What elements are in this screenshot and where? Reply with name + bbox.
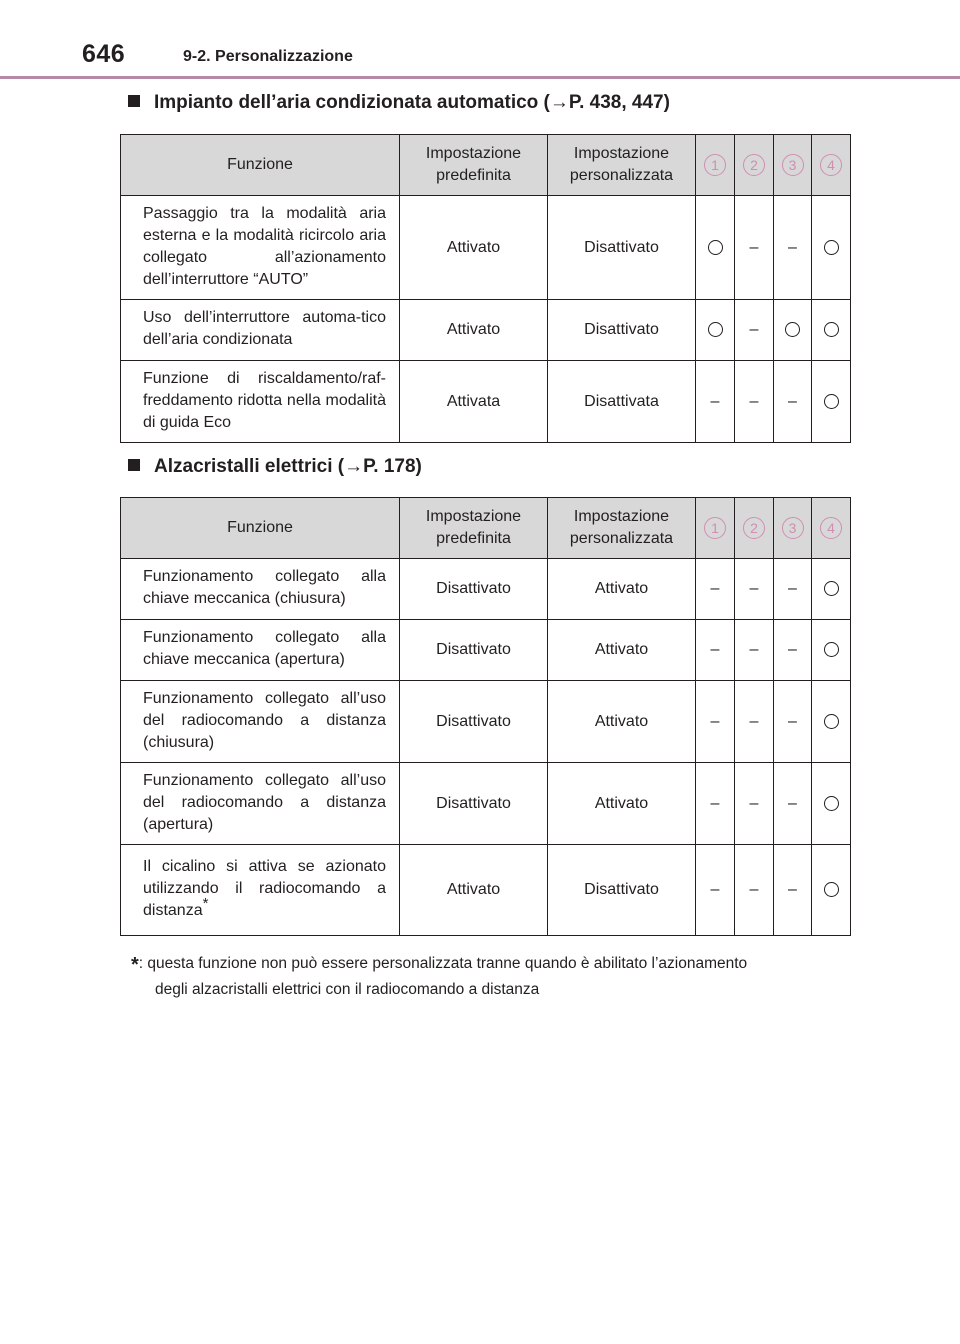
header-number-1: [696, 135, 735, 196]
cell-mode-3: [774, 845, 812, 936]
circle-mark-icon: [824, 642, 839, 657]
cell-mode-2: [735, 361, 774, 443]
dash-mark: –: [788, 392, 797, 410]
cell-mode-4: [812, 620, 851, 681]
dash-mark: –: [788, 712, 797, 730]
cell-function: [121, 620, 400, 681]
cell-default: Disattivato: [400, 763, 548, 845]
cell-custom: Attivato: [548, 559, 696, 620]
dash-mark: –: [788, 580, 797, 597]
cell-mode-3: [774, 196, 812, 300]
table-header-row: [121, 498, 851, 559]
cell-mode-1: [696, 361, 735, 443]
cell-mode-3: [774, 681, 812, 763]
asterisk-mark: *: [202, 895, 209, 912]
header-number-2: [735, 498, 774, 559]
circled-number-icon: 2: [743, 517, 765, 539]
cell-mode-3: [774, 559, 812, 620]
cell-mode-2: [735, 845, 774, 936]
cell-custom: Disattivata: [548, 361, 696, 443]
circle-mark-icon: [785, 322, 800, 337]
dash-mark: –: [749, 641, 759, 658]
cell-mode-1: [696, 559, 735, 620]
cell-function: [121, 361, 400, 443]
function-text: Funzionamento collegato alla chiave meccanica (chiusura): [143, 568, 386, 607]
circle-mark-icon: [824, 581, 839, 596]
cell-mode-3: [774, 620, 812, 681]
cell-default: Attivata: [400, 361, 548, 443]
header-number-4: [812, 498, 851, 559]
cell-default: Attivato: [400, 300, 548, 361]
heading-text: Impianto dell’aria condizionata automatico (→P. 438, 447): [154, 92, 670, 113]
cell-function: [121, 559, 400, 620]
table-row: [121, 361, 851, 443]
cell-mode-4: [812, 681, 851, 763]
cell-default: Disattivato: [400, 559, 548, 620]
dash-mark: –: [749, 881, 759, 898]
dash-mark: –: [788, 794, 797, 812]
dash-mark: –: [788, 881, 797, 898]
square-bullet-icon: [128, 459, 140, 471]
cell-mode-2: [735, 620, 774, 681]
circle-mark-icon: [824, 714, 839, 729]
circled-number-icon: 3: [782, 517, 804, 539]
header-number-4: [812, 135, 851, 196]
cell-mode-2: [735, 196, 774, 300]
dash-mark: –: [749, 580, 759, 597]
circle-mark-icon: [824, 240, 839, 255]
cell-custom: Disattivato: [548, 300, 696, 361]
heading-air-conditioning: [128, 92, 670, 114]
cell-mode-1: [696, 681, 735, 763]
table-row: [121, 763, 851, 845]
function-text: Il cicalino si attiva se azionato utilizzando il radiocomando a distanza: [143, 858, 386, 919]
cell-mode-1: [696, 300, 735, 361]
cell-default: Disattivato: [400, 681, 548, 763]
header-divider: [0, 76, 960, 79]
header-default-setting: Impostazione predefinita: [400, 135, 548, 196]
header-custom-setting: Impostazione personalizzata: [548, 498, 696, 559]
table-air-conditioning: [120, 134, 851, 443]
cell-mode-2: [735, 559, 774, 620]
header-number-2: [735, 135, 774, 196]
header-number-3: [774, 498, 812, 559]
function-text: Funzione di riscaldamento/raf-freddamento ridotta nella modalità di guida Eco: [143, 369, 386, 431]
header-number-3: [774, 135, 812, 196]
dash-mark: –: [710, 392, 720, 410]
cell-mode-4: [812, 559, 851, 620]
function-text: Uso dell’interruttore automa-tico dell’aria condizionata: [143, 309, 386, 348]
header-function: Funzione: [121, 135, 400, 196]
table-row: [121, 300, 851, 361]
cell-mode-3: [774, 763, 812, 845]
cell-mode-4: [812, 361, 851, 443]
table-row: [121, 845, 851, 936]
footnote: [131, 949, 851, 1003]
heading-text: Alzacristalli elettrici (→P. 178): [154, 456, 422, 477]
table-row: [121, 681, 851, 763]
dash-mark: –: [710, 794, 720, 812]
circle-mark-icon: [824, 322, 839, 337]
cell-mode-1: [696, 620, 735, 681]
cell-mode-2: [735, 763, 774, 845]
cell-mode-2: [735, 300, 774, 361]
cell-default: Attivato: [400, 845, 548, 936]
cell-mode-1: [696, 763, 735, 845]
header-default-setting: Impostazione predefinita: [400, 498, 548, 559]
cell-mode-4: [812, 300, 851, 361]
circle-mark-icon: [824, 394, 839, 409]
cell-custom: Attivato: [548, 620, 696, 681]
cell-custom: Attivato: [548, 681, 696, 763]
square-bullet-icon: [128, 95, 140, 107]
circled-number-icon: 4: [820, 154, 842, 176]
table-header-row: [121, 135, 851, 196]
circled-number-icon: 2: [743, 154, 765, 176]
function-text: Funzionamento collegato all’uso del radiocomando a distanza (apertura): [143, 771, 386, 833]
dash-mark: –: [749, 238, 759, 256]
dash-mark: –: [749, 712, 759, 730]
cell-function: [121, 681, 400, 763]
header-number-1: [696, 498, 735, 559]
table-row: [121, 559, 851, 620]
table-power-windows: [120, 497, 851, 936]
heading-power-windows: [128, 456, 422, 478]
circle-mark-icon: [824, 796, 839, 811]
cell-custom: Disattivato: [548, 845, 696, 936]
page-header: [0, 0, 960, 78]
footnote-line-1: : questa funzione non può essere personalizzata tranne quando è abilitato l’azionamento: [138, 955, 748, 972]
cell-mode-1: [696, 845, 735, 936]
cell-mode-4: [812, 196, 851, 300]
function-text: Funzionamento collegato alla chiave meccanica (apertura): [143, 629, 386, 668]
header-custom-setting: Impostazione personalizzata: [548, 135, 696, 196]
function-text: Funzionamento collegato all’uso del radiocomando a distanza (chiusura): [143, 689, 386, 751]
dash-mark: –: [710, 712, 720, 730]
cell-function: [121, 196, 400, 300]
cell-custom: Disattivato: [548, 196, 696, 300]
footnote-line-2: degli alzacristalli elettrici con il radiocomando a distanza: [155, 981, 540, 998]
cell-function: [121, 845, 400, 936]
asterisk-mark: *: [131, 954, 139, 976]
circled-number-icon: 1: [704, 154, 726, 176]
circled-number-icon: 3: [782, 154, 804, 176]
cell-mode-4: [812, 845, 851, 936]
dash-mark: –: [710, 881, 720, 898]
header-function: Funzione: [121, 498, 400, 559]
dash-mark: –: [710, 641, 720, 658]
table-row: [121, 620, 851, 681]
cell-mode-4: [812, 763, 851, 845]
cell-function: [121, 300, 400, 361]
dash-mark: –: [749, 321, 759, 338]
cell-mode-3: [774, 300, 812, 361]
dash-mark: –: [710, 580, 720, 597]
dash-mark: –: [749, 794, 759, 812]
circle-mark-icon: [824, 882, 839, 897]
dash-mark: –: [788, 238, 797, 256]
section-title: 9-2. Personalizzazione: [183, 48, 353, 65]
table-row: [121, 196, 851, 300]
circled-number-icon: 4: [820, 517, 842, 539]
cell-default: Disattivato: [400, 620, 548, 681]
circle-mark-icon: [708, 322, 723, 337]
circled-number-icon: 1: [704, 517, 726, 539]
cell-function: [121, 763, 400, 845]
dash-mark: –: [788, 641, 797, 658]
cell-mode-2: [735, 681, 774, 763]
cell-mode-3: [774, 361, 812, 443]
cell-mode-1: [696, 196, 735, 300]
circle-mark-icon: [708, 240, 723, 255]
cell-custom: Attivato: [548, 763, 696, 845]
cell-default: Attivato: [400, 196, 548, 300]
function-text: Passaggio tra la modalità aria esterna e la modalità ricircolo aria collegato all’azionamento dell’interruttore “AUTO”: [143, 204, 386, 288]
page-number: 646: [82, 40, 126, 68]
dash-mark: –: [749, 392, 759, 410]
